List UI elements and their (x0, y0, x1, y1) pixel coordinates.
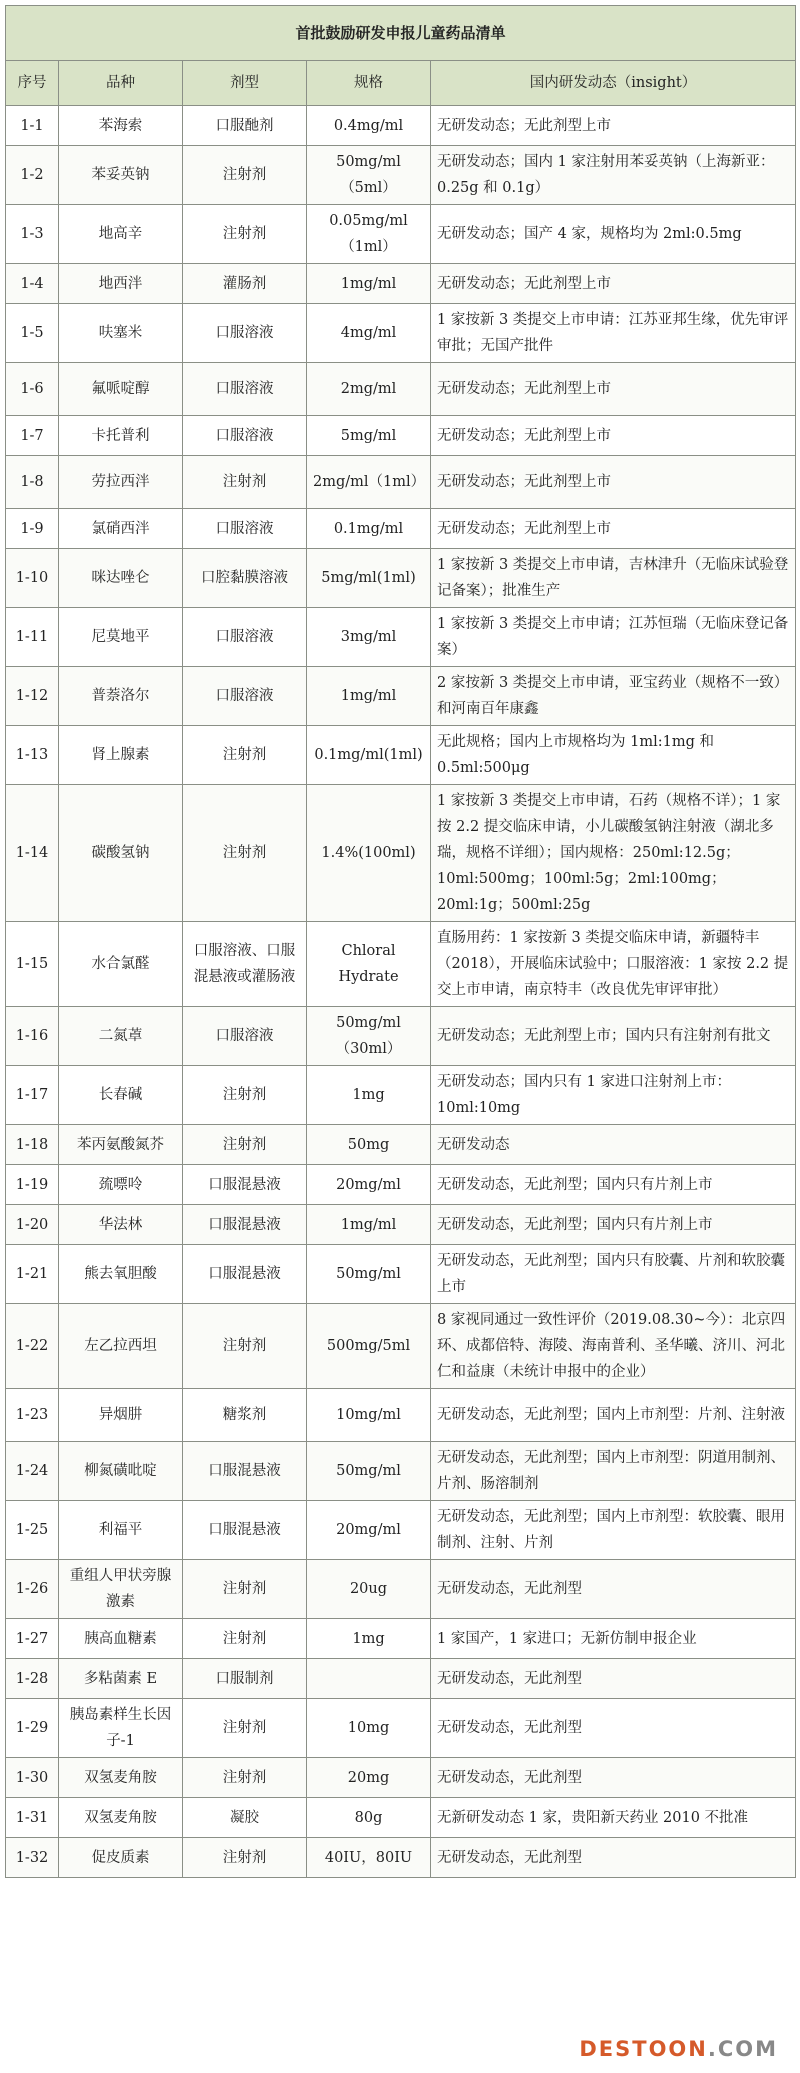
row-form: 口服酏剂 (183, 106, 307, 146)
row-form: 注射剂 (183, 1758, 307, 1798)
row-spec: Chloral Hydrate (307, 922, 431, 1007)
table-row (6, 1165, 796, 1205)
row-name: 劳拉西泮 (59, 456, 183, 509)
row-no: 1-26 (6, 1560, 59, 1619)
row-dynamics: 1 家按新 3 类提交上市申请；江苏恒瑞（无临床登记备案） (431, 608, 796, 667)
row-name: 华法林 (59, 1205, 183, 1245)
row-dynamics: 直肠用药：1 家按新 3 类提交临床申请，新疆特丰（2018），开展临床试验中；口服溶液：1 家按 2.2 提交上市申请，南京特丰（改良优先审评审批） (431, 922, 796, 1007)
table-row (6, 1442, 796, 1501)
table-row (6, 363, 796, 416)
row-name: 熊去氧胆酸 (59, 1245, 183, 1304)
row-form: 凝胶 (183, 1798, 307, 1838)
row-form: 口服溶液 (183, 509, 307, 549)
row-spec: 1mg/ml (307, 264, 431, 304)
row-form: 注射剂 (183, 205, 307, 264)
row-dynamics: 无此规格；国内上市规格均为 1ml:1mg 和 0.5ml:500μg (431, 726, 796, 785)
row-spec: 50mg/ml（5ml） (307, 146, 431, 205)
row-no: 1-19 (6, 1165, 59, 1205)
row-spec: 0.1mg/ml(1ml) (307, 726, 431, 785)
row-spec: 50mg (307, 1125, 431, 1165)
row-no: 1-15 (6, 922, 59, 1007)
row-form: 糖浆剂 (183, 1389, 307, 1442)
row-form: 注射剂 (183, 1619, 307, 1659)
row-no: 1-3 (6, 205, 59, 264)
row-no: 1-5 (6, 304, 59, 363)
row-spec: 2mg/ml（1ml） (307, 456, 431, 509)
table-row (6, 304, 796, 363)
header-row (6, 61, 796, 106)
row-name: 柳氮磺吡啶 (59, 1442, 183, 1501)
row-no: 1-27 (6, 1619, 59, 1659)
row-dynamics: 无研发动态；国内 1 家注射用苯妥英钠（上海新亚：0.25g 和 0.1g） (431, 146, 796, 205)
row-no: 1-6 (6, 363, 59, 416)
row-form: 灌肠剂 (183, 264, 307, 304)
row-name: 巯嘌呤 (59, 1165, 183, 1205)
row-dynamics: 无新研发动态 1 家，贵阳新天药业 2010 不批准 (431, 1798, 796, 1838)
table-row (6, 608, 796, 667)
row-no: 1-7 (6, 416, 59, 456)
row-spec: 10mg/ml (307, 1389, 431, 1442)
table-row (6, 509, 796, 549)
table-row (6, 1389, 796, 1442)
row-form: 注射剂 (183, 456, 307, 509)
row-dynamics: 无研发动态；无此剂型上市 (431, 106, 796, 146)
row-name: 氟哌啶醇 (59, 363, 183, 416)
row-no: 1-8 (6, 456, 59, 509)
row-name: 二氮䓬 (59, 1007, 183, 1066)
row-dynamics: 无研发动态，无此剂型 (431, 1758, 796, 1798)
row-dynamics: 无研发动态，无此剂型 (431, 1838, 796, 1878)
table-title: 首批鼓励研发申报儿童药品清单 (5, 5, 796, 60)
row-form: 口服溶液 (183, 363, 307, 416)
row-no: 1-22 (6, 1304, 59, 1389)
table-row (6, 1560, 796, 1619)
table-row (6, 1659, 796, 1699)
row-no: 1-25 (6, 1501, 59, 1560)
row-dynamics: 1 家按新 3 类提交上市申请：江苏亚邦生缘，优先审评审批；无国产批件 (431, 304, 796, 363)
row-form: 口服混悬液 (183, 1442, 307, 1501)
table-row (6, 456, 796, 509)
row-name: 地高辛 (59, 205, 183, 264)
row-form: 口服溶液 (183, 304, 307, 363)
row-spec: 50mg/ml (307, 1442, 431, 1501)
row-spec: 0.1mg/ml (307, 509, 431, 549)
row-spec: 10mg (307, 1699, 431, 1758)
table-row (6, 1205, 796, 1245)
table-row (6, 416, 796, 456)
table-body (6, 106, 796, 1878)
row-no: 1-28 (6, 1659, 59, 1699)
table-row (6, 667, 796, 726)
row-name: 长春碱 (59, 1066, 183, 1125)
row-spec: 20ug (307, 1560, 431, 1619)
row-no: 1-2 (6, 146, 59, 205)
table-row (6, 1758, 796, 1798)
row-form: 口服混悬液 (183, 1165, 307, 1205)
row-dynamics: 无研发动态；无此剂型上市；国内只有注射剂有批文 (431, 1007, 796, 1066)
row-name: 促皮质素 (59, 1838, 183, 1878)
row-form: 注射剂 (183, 1838, 307, 1878)
row-form: 口服混悬液 (183, 1245, 307, 1304)
row-no: 1-30 (6, 1758, 59, 1798)
row-name: 地西泮 (59, 264, 183, 304)
row-no: 1-20 (6, 1205, 59, 1245)
row-name: 氯硝西泮 (59, 509, 183, 549)
row-name: 卡托普利 (59, 416, 183, 456)
row-dynamics: 无研发动态；无此剂型上市 (431, 363, 796, 416)
header-spec: 规格 (307, 61, 431, 106)
row-spec: 20mg (307, 1758, 431, 1798)
row-name: 胰高血糖素 (59, 1619, 183, 1659)
row-spec: 80g (307, 1798, 431, 1838)
table-row (6, 1125, 796, 1165)
row-dynamics: 无研发动态，无此剂型；国内上市剂型：软胶囊、眼用制剂、注射、片剂 (431, 1501, 796, 1560)
row-no: 1-11 (6, 608, 59, 667)
table-row (6, 1066, 796, 1125)
row-spec: 0.05mg/ml（1ml） (307, 205, 431, 264)
table-row (6, 922, 796, 1007)
table-row (6, 1699, 796, 1758)
row-dynamics: 8 家视同通过一致性评价（2019.08.30~今）：北京四环、成都倍特、海陵、海南普利、圣华曦、济川、河北仁和益康（未统计申报中的企业） (431, 1304, 796, 1389)
table-row (6, 1619, 796, 1659)
row-form: 口服制剂 (183, 1659, 307, 1699)
table-row (6, 549, 796, 608)
row-dynamics: 2 家按新 3 类提交上市申请，亚宝药业（规格不一致）和河南百年康鑫 (431, 667, 796, 726)
row-spec: 40IU，80IU (307, 1838, 431, 1878)
row-dynamics: 无研发动态，无此剂型 (431, 1659, 796, 1699)
row-name: 多粘菌素 E (59, 1659, 183, 1699)
row-name: 尼莫地平 (59, 608, 183, 667)
row-name: 胰岛素样生长因子-1 (59, 1699, 183, 1758)
row-no: 1-16 (6, 1007, 59, 1066)
row-spec: 0.4mg/ml (307, 106, 431, 146)
table-row (6, 106, 796, 146)
row-no: 1-9 (6, 509, 59, 549)
row-name: 碳酸氢钠 (59, 785, 183, 922)
row-form: 注射剂 (183, 1304, 307, 1389)
row-name: 肾上腺素 (59, 726, 183, 785)
header-no: 序号 (6, 61, 59, 106)
row-name: 重组人甲状旁腺激素 (59, 1560, 183, 1619)
row-dynamics: 无研发动态，无此剂型；国内只有片剂上市 (431, 1205, 796, 1245)
row-dynamics: 1 家按新 3 类提交上市申请，吉林津升（无临床试验登记备案）；批准生产 (431, 549, 796, 608)
row-name: 异烟肼 (59, 1389, 183, 1442)
row-spec: 2mg/ml (307, 363, 431, 416)
row-spec: 5mg/ml (307, 416, 431, 456)
table-row (6, 1304, 796, 1389)
table-row (6, 1501, 796, 1560)
row-dynamics: 无研发动态；无此剂型上市 (431, 509, 796, 549)
watermark-domain: .COM (707, 2037, 778, 2061)
row-spec: 50mg/ml (307, 1245, 431, 1304)
row-dynamics: 无研发动态，无此剂型；国内只有片剂上市 (431, 1165, 796, 1205)
row-form: 注射剂 (183, 146, 307, 205)
row-spec: 20mg/ml (307, 1501, 431, 1560)
row-no: 1-23 (6, 1389, 59, 1442)
row-name: 呋塞米 (59, 304, 183, 363)
row-form: 注射剂 (183, 1125, 307, 1165)
row-dynamics: 无研发动态 (431, 1125, 796, 1165)
row-name: 苯妥英钠 (59, 146, 183, 205)
row-form: 口服混悬液 (183, 1205, 307, 1245)
row-spec: 1mg (307, 1619, 431, 1659)
row-form: 注射剂 (183, 1699, 307, 1758)
row-spec: 500mg/5ml (307, 1304, 431, 1389)
row-dynamics: 无研发动态；无此剂型上市 (431, 264, 796, 304)
table-row (6, 264, 796, 304)
row-no: 1-21 (6, 1245, 59, 1304)
row-form: 注射剂 (183, 726, 307, 785)
table-row (6, 1245, 796, 1304)
header-form: 剂型 (183, 61, 307, 106)
row-form: 口腔黏膜溶液 (183, 549, 307, 608)
row-dynamics: 无研发动态；国内只有 1 家进口注射剂上市：10ml:10mg (431, 1066, 796, 1125)
row-form: 口服溶液、口服混悬液或灌肠液 (183, 922, 307, 1007)
row-form: 注射剂 (183, 1560, 307, 1619)
row-no: 1-12 (6, 667, 59, 726)
row-no: 1-13 (6, 726, 59, 785)
row-dynamics: 1 家国产，1 家进口；无新仿制申报企业 (431, 1619, 796, 1659)
row-no: 1-14 (6, 785, 59, 922)
row-dynamics: 无研发动态；国产 4 家，规格均为 2ml:0.5mg (431, 205, 796, 264)
row-no: 1-17 (6, 1066, 59, 1125)
table-row (6, 205, 796, 264)
row-no: 1-4 (6, 264, 59, 304)
row-dynamics: 无研发动态；无此剂型上市 (431, 416, 796, 456)
row-no: 1-29 (6, 1699, 59, 1758)
table-row (6, 1798, 796, 1838)
watermark-text: DESTOON (579, 2037, 708, 2061)
row-dynamics: 无研发动态；无此剂型上市 (431, 456, 796, 509)
row-spec (307, 1659, 431, 1699)
row-form: 口服混悬液 (183, 1501, 307, 1560)
row-name: 双氢麦角胺 (59, 1798, 183, 1838)
table-row (6, 146, 796, 205)
row-spec: 20mg/ml (307, 1165, 431, 1205)
table-row (6, 785, 796, 922)
row-form: 口服溶液 (183, 416, 307, 456)
row-spec: 3mg/ml (307, 608, 431, 667)
header-name: 品种 (59, 61, 183, 106)
row-spec: 4mg/ml (307, 304, 431, 363)
row-no: 1-32 (6, 1838, 59, 1878)
row-dynamics: 无研发动态，无此剂型 (431, 1560, 796, 1619)
row-spec: 5mg/ml(1ml) (307, 549, 431, 608)
row-no: 1-31 (6, 1798, 59, 1838)
row-name: 咪达唑仑 (59, 549, 183, 608)
row-name: 利福平 (59, 1501, 183, 1560)
row-dynamics: 1 家按新 3 类提交上市申请，石药（规格不详）；1 家按 2.2 提交临床申请，小儿碳酸氢钠注射液（湖北多瑞，规格不详细）；国内规格：250ml:12.5g；10ml:500mg；100ml:5g；2ml:100mg；20ml:1g；500ml:25g (431, 785, 796, 922)
row-name: 水合氯醛 (59, 922, 183, 1007)
table-row (6, 726, 796, 785)
row-spec: 1mg/ml (307, 667, 431, 726)
row-form: 口服溶液 (183, 608, 307, 667)
row-no: 1-18 (6, 1125, 59, 1165)
row-name: 左乙拉西坦 (59, 1304, 183, 1389)
row-spec: 50mg/ml（30ml） (307, 1007, 431, 1066)
row-no: 1-10 (6, 549, 59, 608)
row-dynamics: 无研发动态，无此剂型；国内上市剂型：阴道用制剂、片剂、肠溶制剂 (431, 1442, 796, 1501)
row-spec: 1.4%(100ml) (307, 785, 431, 922)
row-dynamics: 无研发动态，无此剂型；国内只有胶囊、片剂和软胶囊上市 (431, 1245, 796, 1304)
row-spec: 1mg (307, 1066, 431, 1125)
row-name: 普萘洛尔 (59, 667, 183, 726)
row-spec: 1mg/ml (307, 1205, 431, 1245)
row-no: 1-24 (6, 1442, 59, 1501)
row-no: 1-1 (6, 106, 59, 146)
row-dynamics: 无研发动态，无此剂型 (431, 1699, 796, 1758)
row-name: 双氢麦角胺 (59, 1758, 183, 1798)
row-form: 口服溶液 (183, 1007, 307, 1066)
row-dynamics: 无研发动态，无此剂型；国内上市剂型：片剂、注射液 (431, 1389, 796, 1442)
header-dynamics: 国内研发动态（insight） (431, 61, 796, 106)
table-row (6, 1838, 796, 1878)
drug-list-table (5, 5, 796, 1878)
row-form: 口服溶液 (183, 667, 307, 726)
row-form: 注射剂 (183, 785, 307, 922)
row-name: 苯海索 (59, 106, 183, 146)
table-row (6, 1007, 796, 1066)
row-form: 注射剂 (183, 1066, 307, 1125)
watermark-logo (579, 2037, 778, 2061)
row-name: 苯丙氨酸氮芥 (59, 1125, 183, 1165)
